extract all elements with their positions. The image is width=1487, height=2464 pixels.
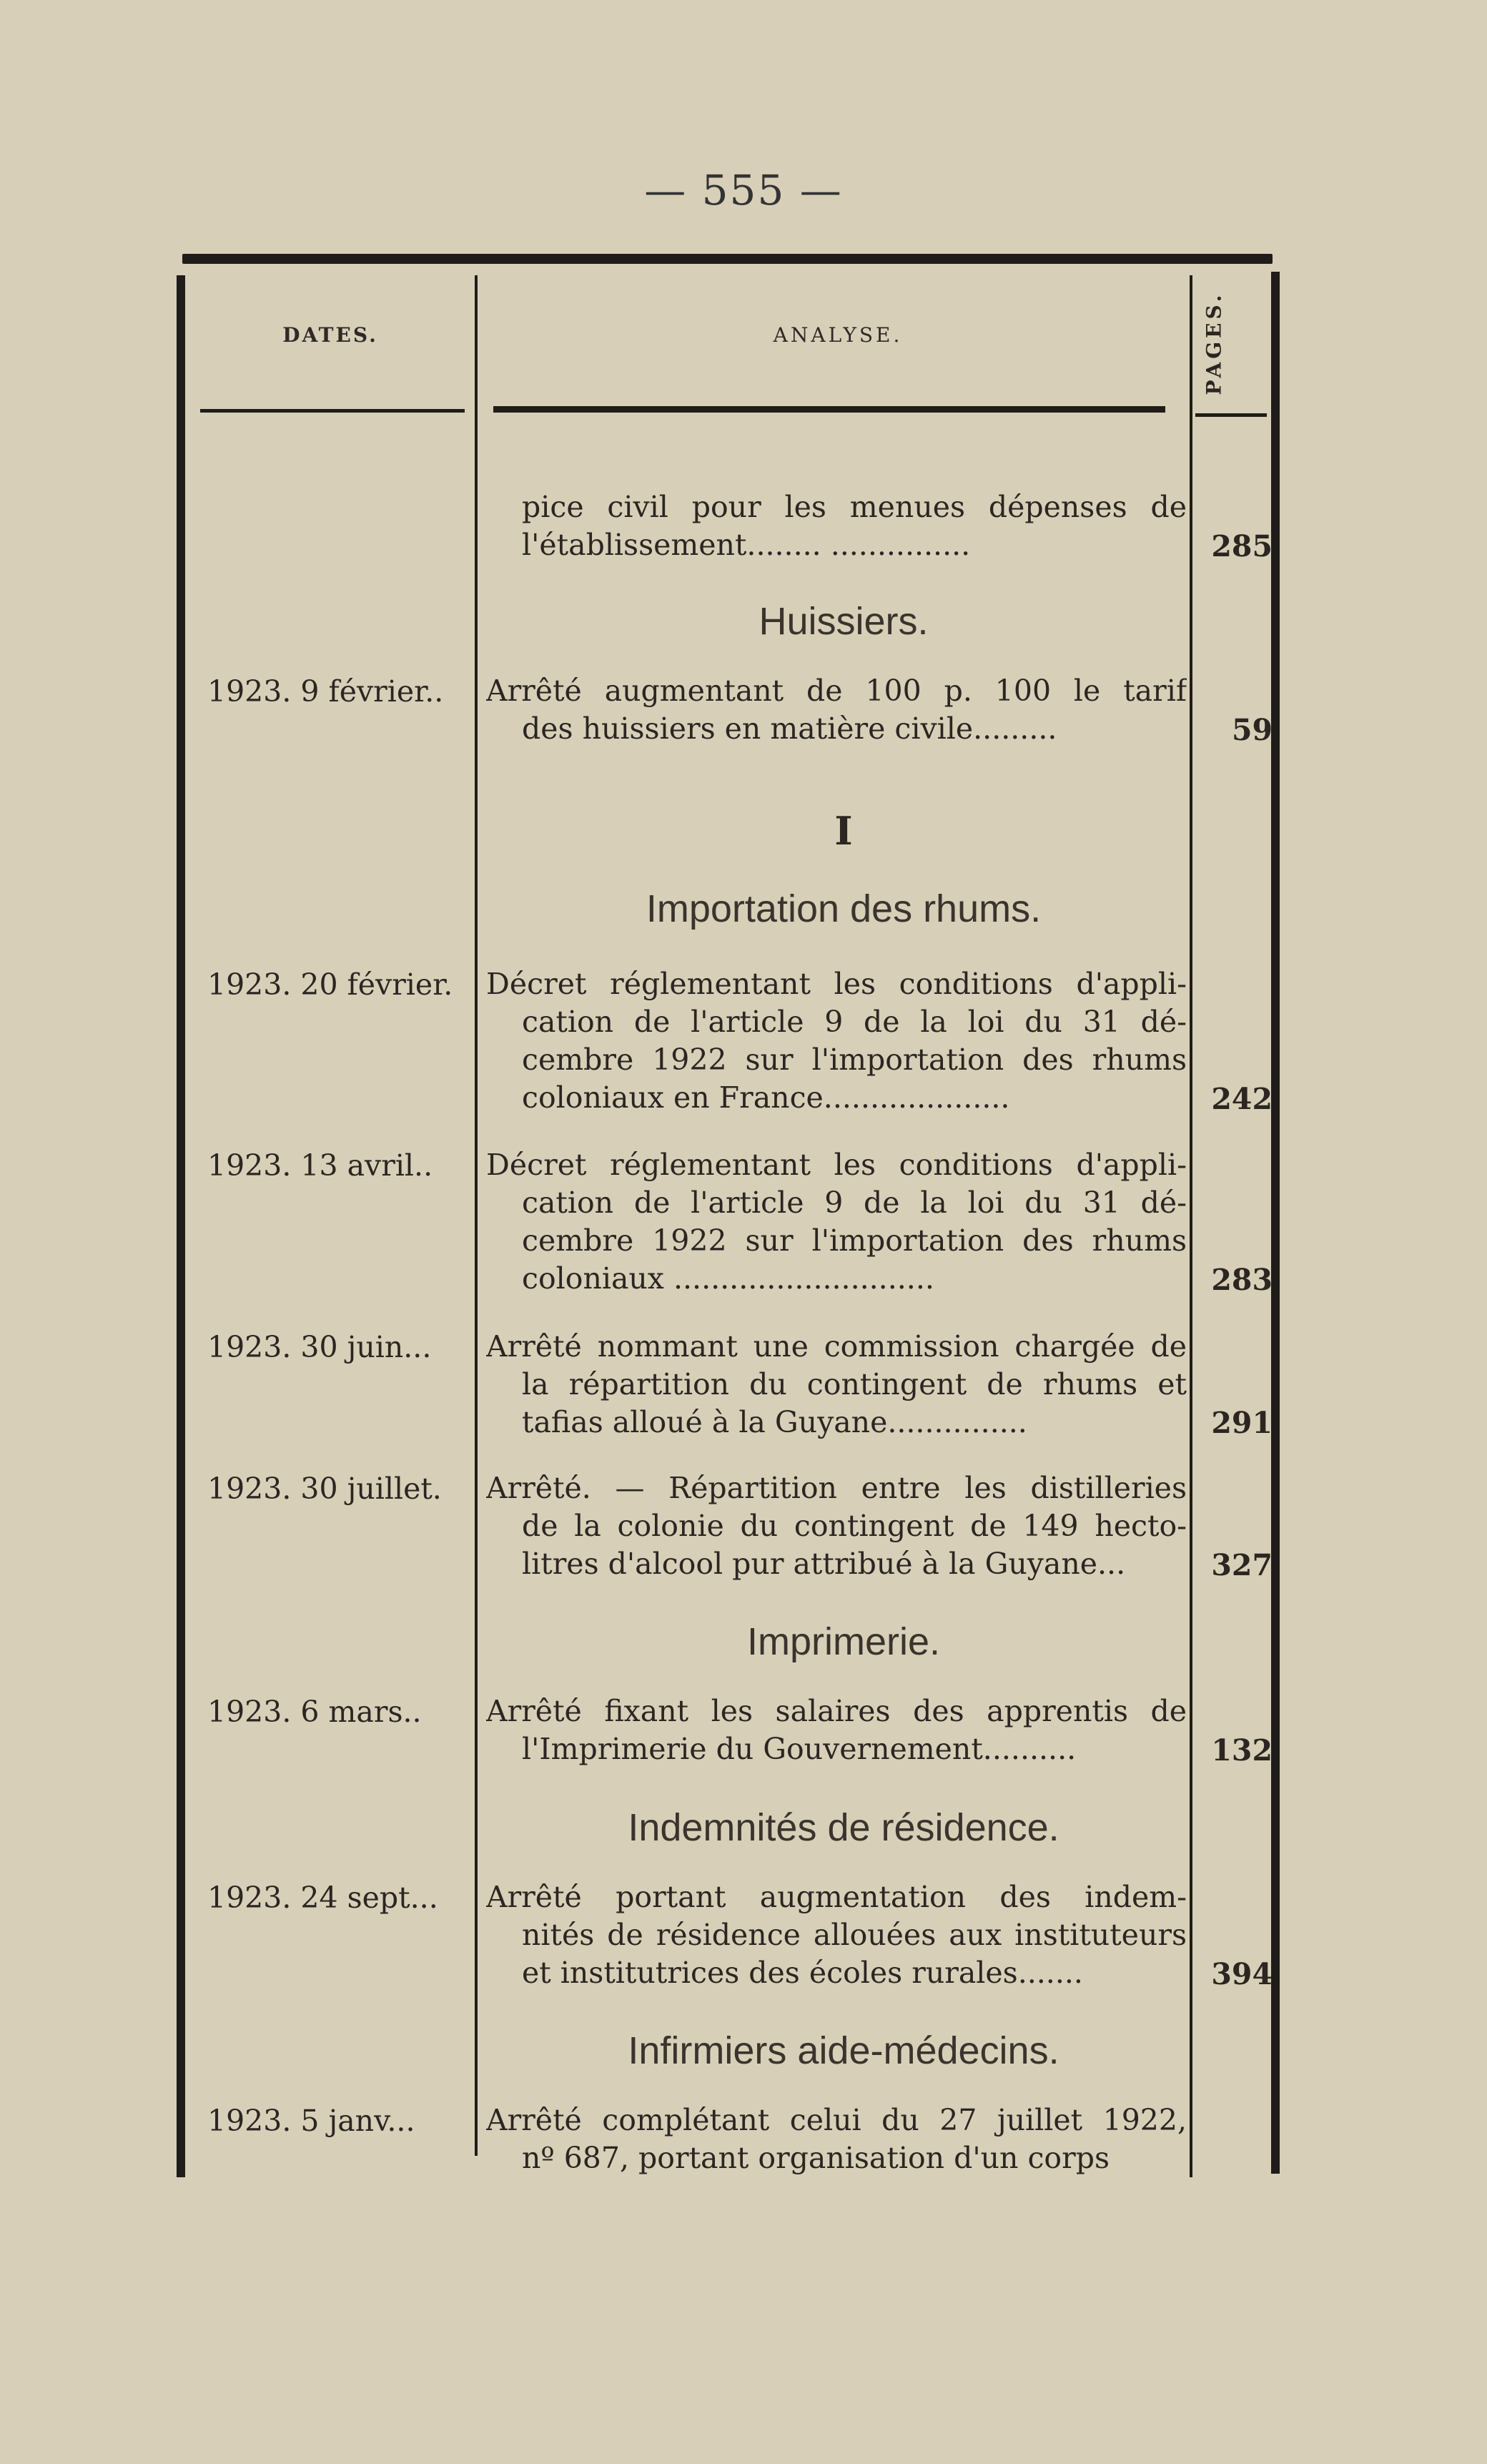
entry-line: Décret réglementant les conditions d'appli- [486, 967, 1187, 1001]
dates-column-divider [475, 275, 478, 2156]
entry-date: 1923. 5 janv... [207, 2104, 415, 2138]
page-reference: 283 [1211, 1263, 1273, 1297]
entry-line: coloniaux ............................ [522, 1261, 934, 1296]
table-top-rule [182, 254, 1273, 264]
entry-line: l'établissement........ ............... [522, 528, 971, 562]
section-heading-indemnites: Indemnités de résidence. [628, 1806, 1059, 1849]
page-reference: 59 [1231, 713, 1273, 747]
entry-line: coloniaux en France.................... [522, 1080, 1010, 1115]
section-heading-huissiers: Huissiers. [759, 600, 929, 643]
entry-date: 1923. 9 février.. [207, 674, 444, 709]
entry-analyse [486, 1878, 1187, 1992]
entry-analyse [486, 1146, 1187, 1298]
column-header-analyse: ANALYSE. [773, 323, 903, 347]
entry-line: l'Imprimerie du Gouvernement.......... [522, 1732, 1077, 1766]
entry-line: pice civil pour les menues dépenses de [522, 490, 1187, 524]
entry-date: 1923. 13 avril.. [207, 1148, 433, 1183]
header-rule-pages [1195, 413, 1267, 417]
section-heading-importation: Importation des rhums. [646, 887, 1042, 930]
entry-line: de la colonie du contingent de 149 hecto- [522, 1509, 1187, 1543]
entry-line: Arrêté complétant celui du 27 juillet 1922, [486, 2103, 1187, 2137]
column-header-pages [1192, 286, 1235, 400]
page-reference: 242 [1211, 1082, 1273, 1116]
page-reference: 132 [1211, 1733, 1273, 1768]
entry-analyse [486, 672, 1187, 748]
entry-analyse [486, 1692, 1187, 1768]
entry-analyse [486, 1328, 1187, 1442]
page-reference: 285 [1211, 529, 1273, 563]
entry-line: cembre 1922 sur l'importation des rhums [522, 1043, 1187, 1077]
section-heading-imprimerie: Imprimerie. [746, 1620, 941, 1663]
entry-date: 1923. 30 juillet. [207, 1472, 442, 1506]
entry-line: cation de l'article 9 de la loi du 31 dé- [522, 1005, 1187, 1039]
entry-analyse [486, 2101, 1187, 2177]
entry-line: la répartition du contingent de rhums et [522, 1367, 1187, 1401]
entry-line: litres d'alcool pur attribué à la Guyane... [522, 1547, 1126, 1581]
entry-line: cembre 1922 sur l'importation des rhums [522, 1223, 1187, 1258]
entry-line: Arrêté fixant les salaires des apprentis de [486, 1694, 1187, 1728]
page-reference: 327 [1211, 1548, 1273, 1582]
entry-date: 1923. 24 sept... [207, 1881, 438, 1915]
section-heading-infirmiers: Infirmiers aide-médecins. [628, 2029, 1059, 2072]
page-number: — 555 — [644, 166, 843, 215]
entry-line: et institutrices des écoles rurales....... [522, 1956, 1083, 1990]
entry-line: nº 687, portant organisation d'un corps [522, 2141, 1110, 2175]
continuation-entry [486, 488, 1187, 564]
entry-line: Arrêté. — Répartition entre les distilleries [486, 1471, 1187, 1505]
entry-line: tafias alloué à la Guyane............... [522, 1405, 1027, 1439]
entry-analyse [486, 965, 1187, 1117]
entry-line: nités de résidence allouées aux instituteurs [522, 1918, 1187, 1952]
header-rule-analyse [493, 406, 1165, 413]
entry-line: Décret réglementant les conditions d'appli- [486, 1148, 1187, 1182]
column-header-pages-label: PAGES. [1202, 291, 1226, 395]
entry-date: 1923. 20 février. [207, 967, 453, 1002]
header-rule-dates [200, 409, 465, 413]
entry-date: 1923. 6 mars.. [207, 1695, 422, 1729]
entry-line: Arrêté nommant une commission chargée de [486, 1329, 1187, 1364]
page-reference: 394 [1211, 1957, 1273, 1991]
section-letter: I [834, 808, 853, 854]
column-header-dates: DATES. [282, 323, 378, 347]
entry-analyse [486, 1469, 1187, 1583]
page-reference: 291 [1211, 1406, 1273, 1440]
entry-date: 1923. 30 juin... [207, 1330, 432, 1364]
entry-line: des huissiers en matière civile......... [522, 711, 1057, 746]
entry-line: cation de l'article 9 de la loi du 31 dé- [522, 1186, 1187, 1220]
table-left-border [177, 275, 185, 2177]
entry-line: Arrêté augmentant de 100 p. 100 le tarif [486, 674, 1187, 708]
entry-line: Arrêté portant augmentation des indem- [486, 1880, 1187, 1914]
